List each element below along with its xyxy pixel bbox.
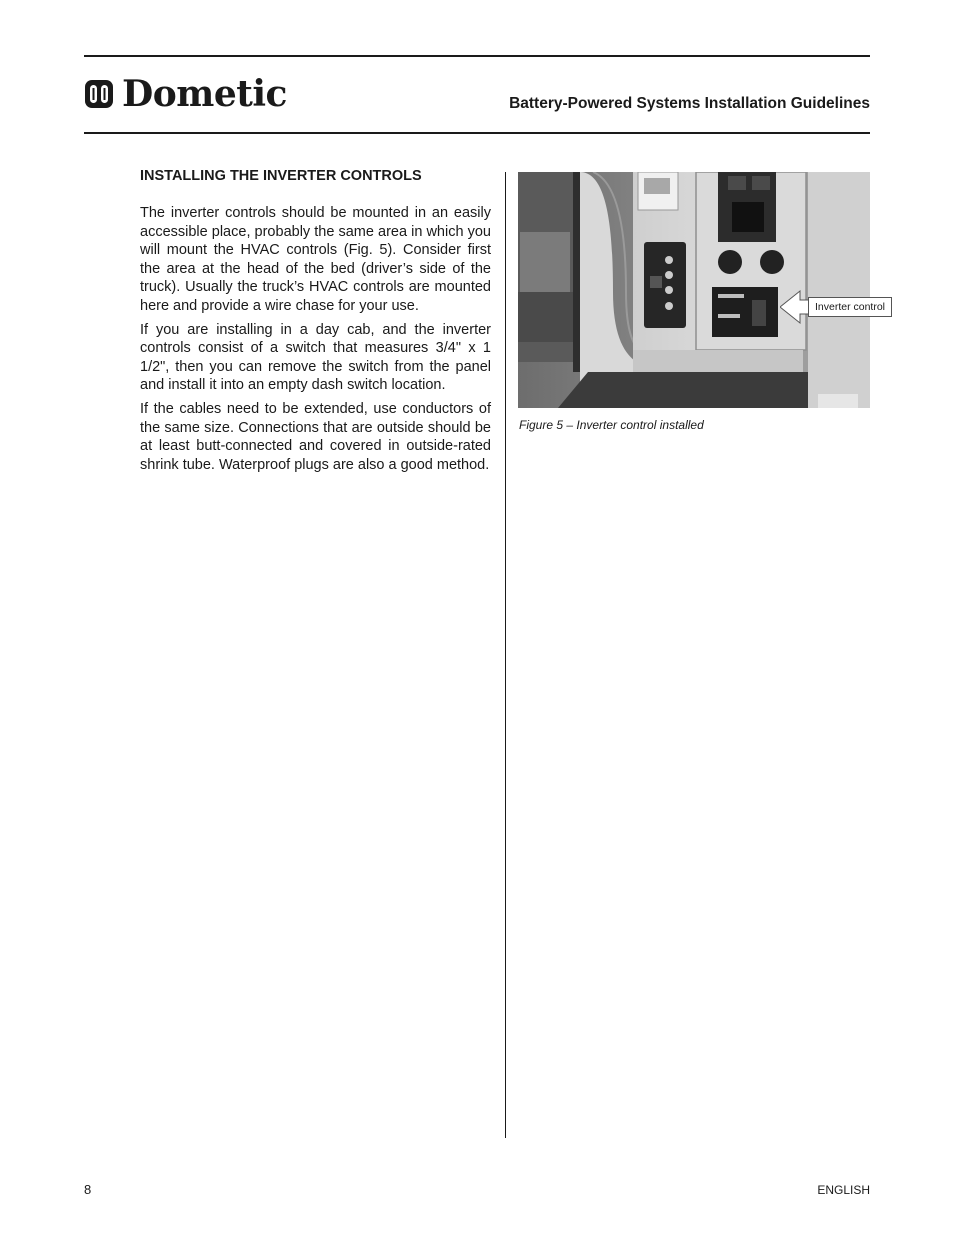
header-bottom-rule — [84, 132, 870, 134]
inverter-control-photo — [518, 172, 870, 408]
figure-caption: Figure 5 – Inverter control installed — [519, 418, 704, 432]
dometic-logo-icon — [84, 79, 114, 109]
section-heading: INSTALLING THE INVERTER CONTROLS — [140, 168, 422, 184]
dometic-logo — [84, 72, 287, 116]
callout-arrow-icon — [780, 288, 810, 326]
language-label: ENGLISH — [817, 1183, 870, 1197]
page-number: 8 — [84, 1182, 92, 1197]
body-paragraph: The inverter controls should be mounted in an easily accessible place, probably the same area in which you will mount the HVAC controls (Fig. 5). Consider first the area at the head of the bed (driver’s side of the truck). Usually the truck’s HVAC controls are mounted here and provide a wire chase for your use. — [140, 205, 491, 314]
body-paragraph: If the cables need to be extended, use conductors of the same size. Connections that are outside should be at least butt-connected and covered in outside-rated shrink tube. Waterproof plugs are also a good method. — [140, 400, 491, 473]
header-top-rule — [84, 55, 870, 57]
column-divider — [505, 172, 506, 1138]
document-title: Battery-Powered Systems Installation Guidelines — [509, 95, 870, 112]
logo-wordmark: Dometic — [122, 73, 287, 115]
inverter-control-callout: Inverter control — [808, 297, 892, 317]
body-paragraph: If you are installing in a day cab, and the inverter controls consist of a switch that measures 3/4" x 1 1/2", then you can remove the switch from the panel and install it into an empty dash switch location. — [140, 321, 491, 394]
main-text-column — [140, 166, 491, 479]
